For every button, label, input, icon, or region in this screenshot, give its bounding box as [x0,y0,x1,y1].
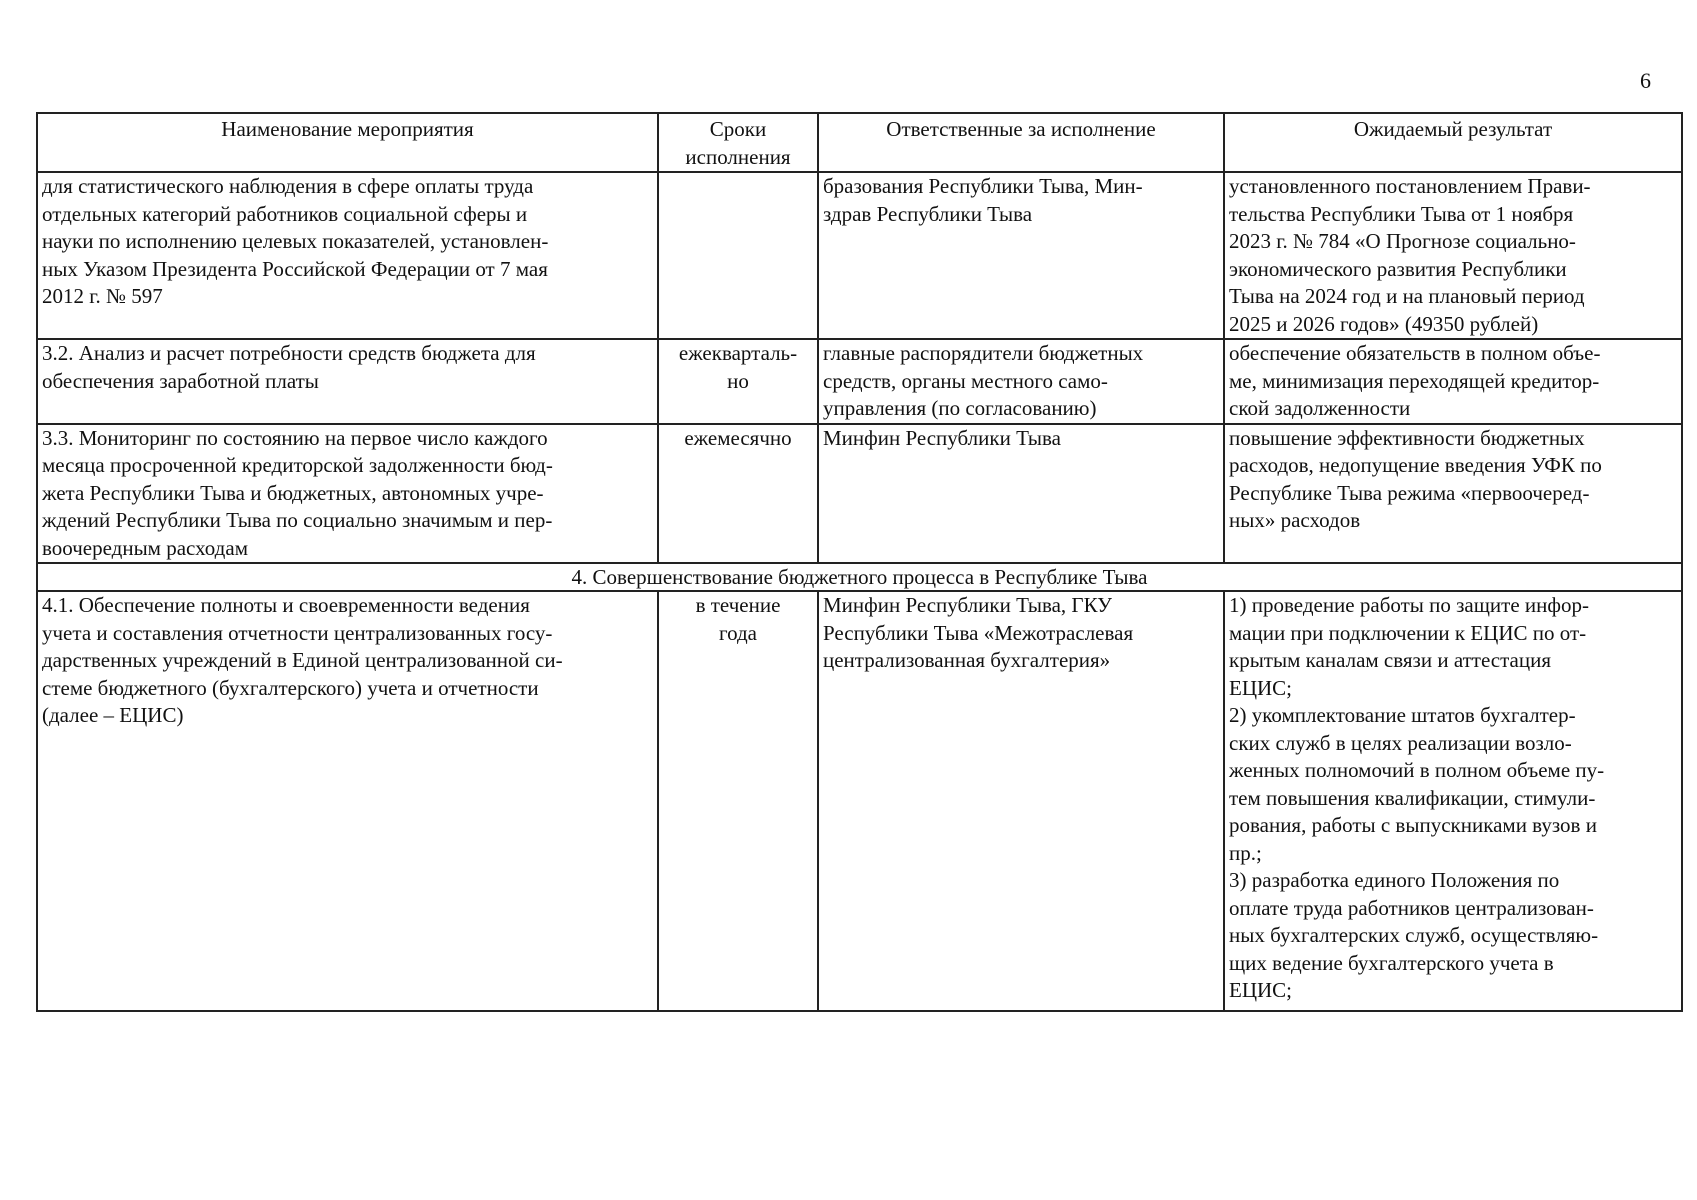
action-plan-table [36,112,1683,1012]
cell-event: 3.3. Мониторинг по состоянию на первое число каждого месяца просроченной кредиторской задолженности бюд- жета Республики Тыва и бюджетных, автономных учре- ждений Республики Тыва по социально значимым и пер- воочередным расходам [37,424,658,564]
cell-event: для статистического наблюдения в сфере оплаты труда отдельных категорий работников социальной сферы и науки по исполнению целевых показателей, установлен- ных Указом Президента Российской Федерации от 7 мая 2012 г. № 597 [37,172,658,339]
page-number: 6 [1640,68,1651,93]
table-row [37,591,1682,1011]
cell-responsible: Минфин Республики Тыва [818,424,1224,564]
table-row [37,339,1682,424]
cell-event: 3.2. Анализ и расчет потребности средств бюджета для обеспечения заработной платы [37,339,658,424]
cell-responsible: бразования Республики Тыва, Мин- здрав Республики Тыва [818,172,1224,339]
header-result: Ожидаемый результат [1224,113,1682,172]
cell-result: обеспечение обязательств в полном объе- ме, минимизация переходящей кредитор- ской задолженности [1224,339,1682,424]
cell-result: 1) проведение работы по защите инфор- мации при подключении к ЕЦИС по от- крытым каналам связи и аттестация ЕЦИС; 2) укомплектование штатов бухгалтер- ских служб в целях реализации возло- женных полномочий в полном объеме пу- тем повышения квалификации, стимули- рования, работы с выпускниками вузов и пр.; 3) разработка единого Положения по оплате труда работников централизован- ных бухгалтерских служб, осуществляю- щих ведение бухгалтерского учета в ЕЦИС; [1224,591,1682,1011]
cell-deadline: ежекварталь- но [658,339,818,424]
cell-deadline: ежемесячно [658,424,818,564]
section-heading-row [37,563,1682,591]
table-row [37,424,1682,564]
cell-responsible: главные распорядители бюджетных средств, органы местного само- управления (по согласованию) [818,339,1224,424]
cell-result: установленного постановлением Прави- тельства Республики Тыва от 1 ноября 2023 г. № 784 «О Прогнозе социально- экономического развития Республики Тыва на 2024 год и на плановый период 2025 и 2026 годов» (49350 рублей) [1224,172,1682,339]
header-event: Наименование мероприятия [37,113,658,172]
cell-deadline: в течение года [658,591,818,1011]
cell-responsible: Минфин Республики Тыва, ГКУ Республики Тыва «Межотраслевая централизованная бухгалтерия» [818,591,1224,1011]
section-title: 4. Совершенствование бюджетного процесса в Республике Тыва [37,563,1682,591]
cell-result: повышение эффективности бюджетных расходов, недопущение введения УФК по Республике Тыва режима «первоочеред- ных» расходов [1224,424,1682,564]
table-header-row [37,113,1682,172]
header-deadline: Сроки исполнения [658,113,818,172]
cell-event: 4.1. Обеспечение полноты и своевременности ведения учета и составления отчетности централизованных госу- дарственных учреждений в Единой централизованной си- стеме бюджетного (бухгалтерского) учета и отчетности (далее – ЕЦИС) [37,591,658,1011]
table-row [37,172,1682,339]
cell-deadline [658,172,818,339]
header-responsible: Ответственные за исполнение [818,113,1224,172]
